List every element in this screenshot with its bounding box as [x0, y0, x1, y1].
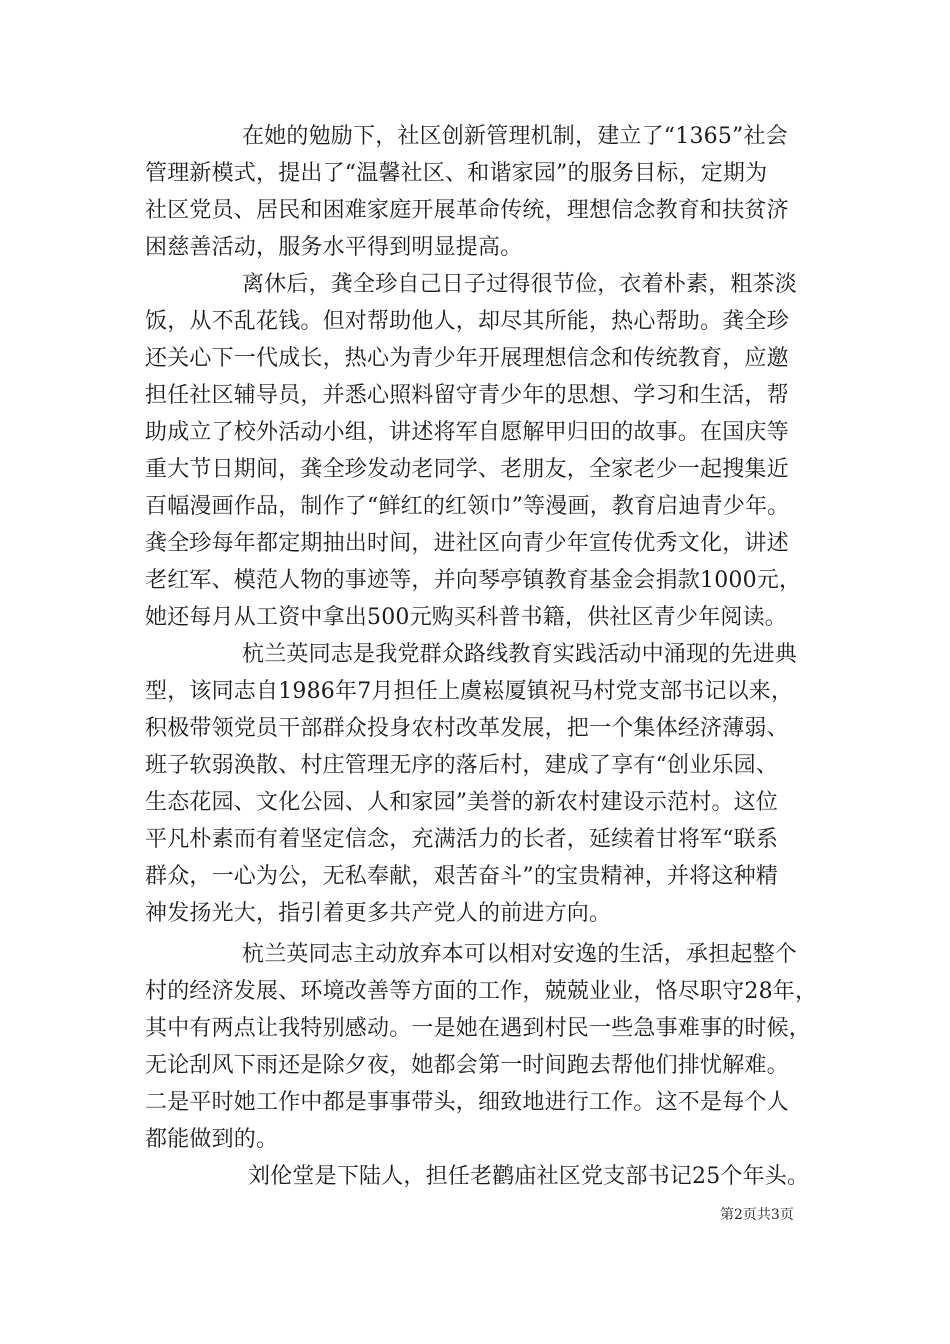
paragraph-3-line-8: 神发扬光大，指引着更多共产党人的前进方向。 — [145, 901, 612, 926]
paragraph-5-line-1: 刘伦堂是下陆人，担任老鹳庙社区党支部书记25个年头。 — [248, 1164, 810, 1189]
paragraph-3-line-5: 生态花园、文化公园、人和家园”美誉的新农村建设示范村。这位 — [145, 790, 779, 815]
paragraph-1-line-4: 困慈善活动，服务水平得到明显提高。 — [145, 235, 523, 260]
paragraph-1-line-1: 在她的勉励下，社区创新管理机制，建立了“1365”社会 — [242, 124, 788, 149]
paragraph-2-line-1: 离休后，龚全珍自己日子过得很节俭，衣着朴素，粗茶淡 — [242, 272, 798, 297]
paragraph-3-line-1: 杭兰英同志是我党群众路线教育实践活动中涌现的先进典 — [242, 642, 798, 667]
paragraph-2-line-10: 她还每月从工资中拿出500元购买科普书籍，供社区青少年阅读。 — [145, 605, 787, 630]
paragraph-3-line-2: 型，该同志自1986年7月担任上虞崧厦镇祝马村党支部书记以来， — [145, 679, 794, 704]
paragraph-1-line-2: 管理新模式，提出了“温馨社区、和谐家园”的服务目标，定期为 — [145, 161, 768, 186]
page-footer: 第2页共3页 — [720, 1207, 794, 1223]
paragraph-2-line-3: 还关心下一代成长，热心为青少年开展理想信念和传统教育，应邀 — [145, 346, 789, 371]
paragraph-4-line-1: 杭兰英同志主动放弃本可以相对安逸的生活，承担起整个 — [242, 942, 798, 967]
paragraph-4-line-6: 都能做到的。 — [145, 1127, 279, 1152]
paragraph-2-line-5: 助成立了校外活动小组，讲述将军自愿解甲归田的故事。在国庆等 — [145, 420, 789, 445]
paragraph-2-line-4: 担任社区辅导员，并悉心照料留守青少年的思想、学习和生活，帮 — [145, 383, 789, 408]
paragraph-3-line-7: 群众，一心为公，无私奉献，艰苦奋斗”的宝贵精神，并将这种精 — [145, 864, 779, 889]
paragraph-3-line-3: 积极带领党员干部群众投身农村改革发展，把一个集体经济薄弱、 — [145, 716, 789, 741]
paragraph-1-line-3: 社区党员、居民和困难家庭开展革命传统，理想信念教育和扶贫济 — [145, 198, 789, 223]
paragraph-4-line-3: 其中有两点让我特别感动。一是她在遇到村民一些急事难事的时候， — [145, 1016, 812, 1041]
paragraph-2-line-6: 重大节日期间，龚全珍发动老同学、老朋友，全家老少一起搜集近 — [145, 457, 789, 482]
paragraph-4-line-2: 村的经济发展、环境改善等方面的工作，兢兢业业，恪尽职守28年， — [145, 979, 818, 1004]
paragraph-2-line-7: 百幅漫画作品，制作了“鲜红的红领巾”等漫画，教育启迪青少年。 — [145, 494, 790, 519]
paragraph-2-line-8: 龚全珍每年都定期抽出时间，进社区向青少年宣传优秀文化，讲述 — [145, 531, 789, 556]
paragraph-3-line-6: 平凡朴素而有着坚定信念，充满活力的长者，延续着甘将军“联系 — [145, 827, 779, 852]
paragraph-4-line-4: 无论刮风下雨还是除夕夜，她都会第一时间跑去帮他们排忧解难。 — [145, 1053, 789, 1078]
paragraph-3-line-4: 班子软弱涣散、村庄管理无序的落后村，建成了享有“创业乐园、 — [145, 753, 779, 778]
paragraph-4-line-5: 二是平时她工作中都是事事带头，细致地进行工作。这不是每个人 — [145, 1090, 789, 1115]
paragraph-2-line-9: 老红军、模范人物的事迹等，并向琴亭镇教育基金会捐款1000元， — [145, 568, 802, 593]
paragraph-2-line-2: 饭，从不乱花钱。但对帮助他人，却尽其所能，热心帮助。龚全珍 — [145, 309, 789, 334]
